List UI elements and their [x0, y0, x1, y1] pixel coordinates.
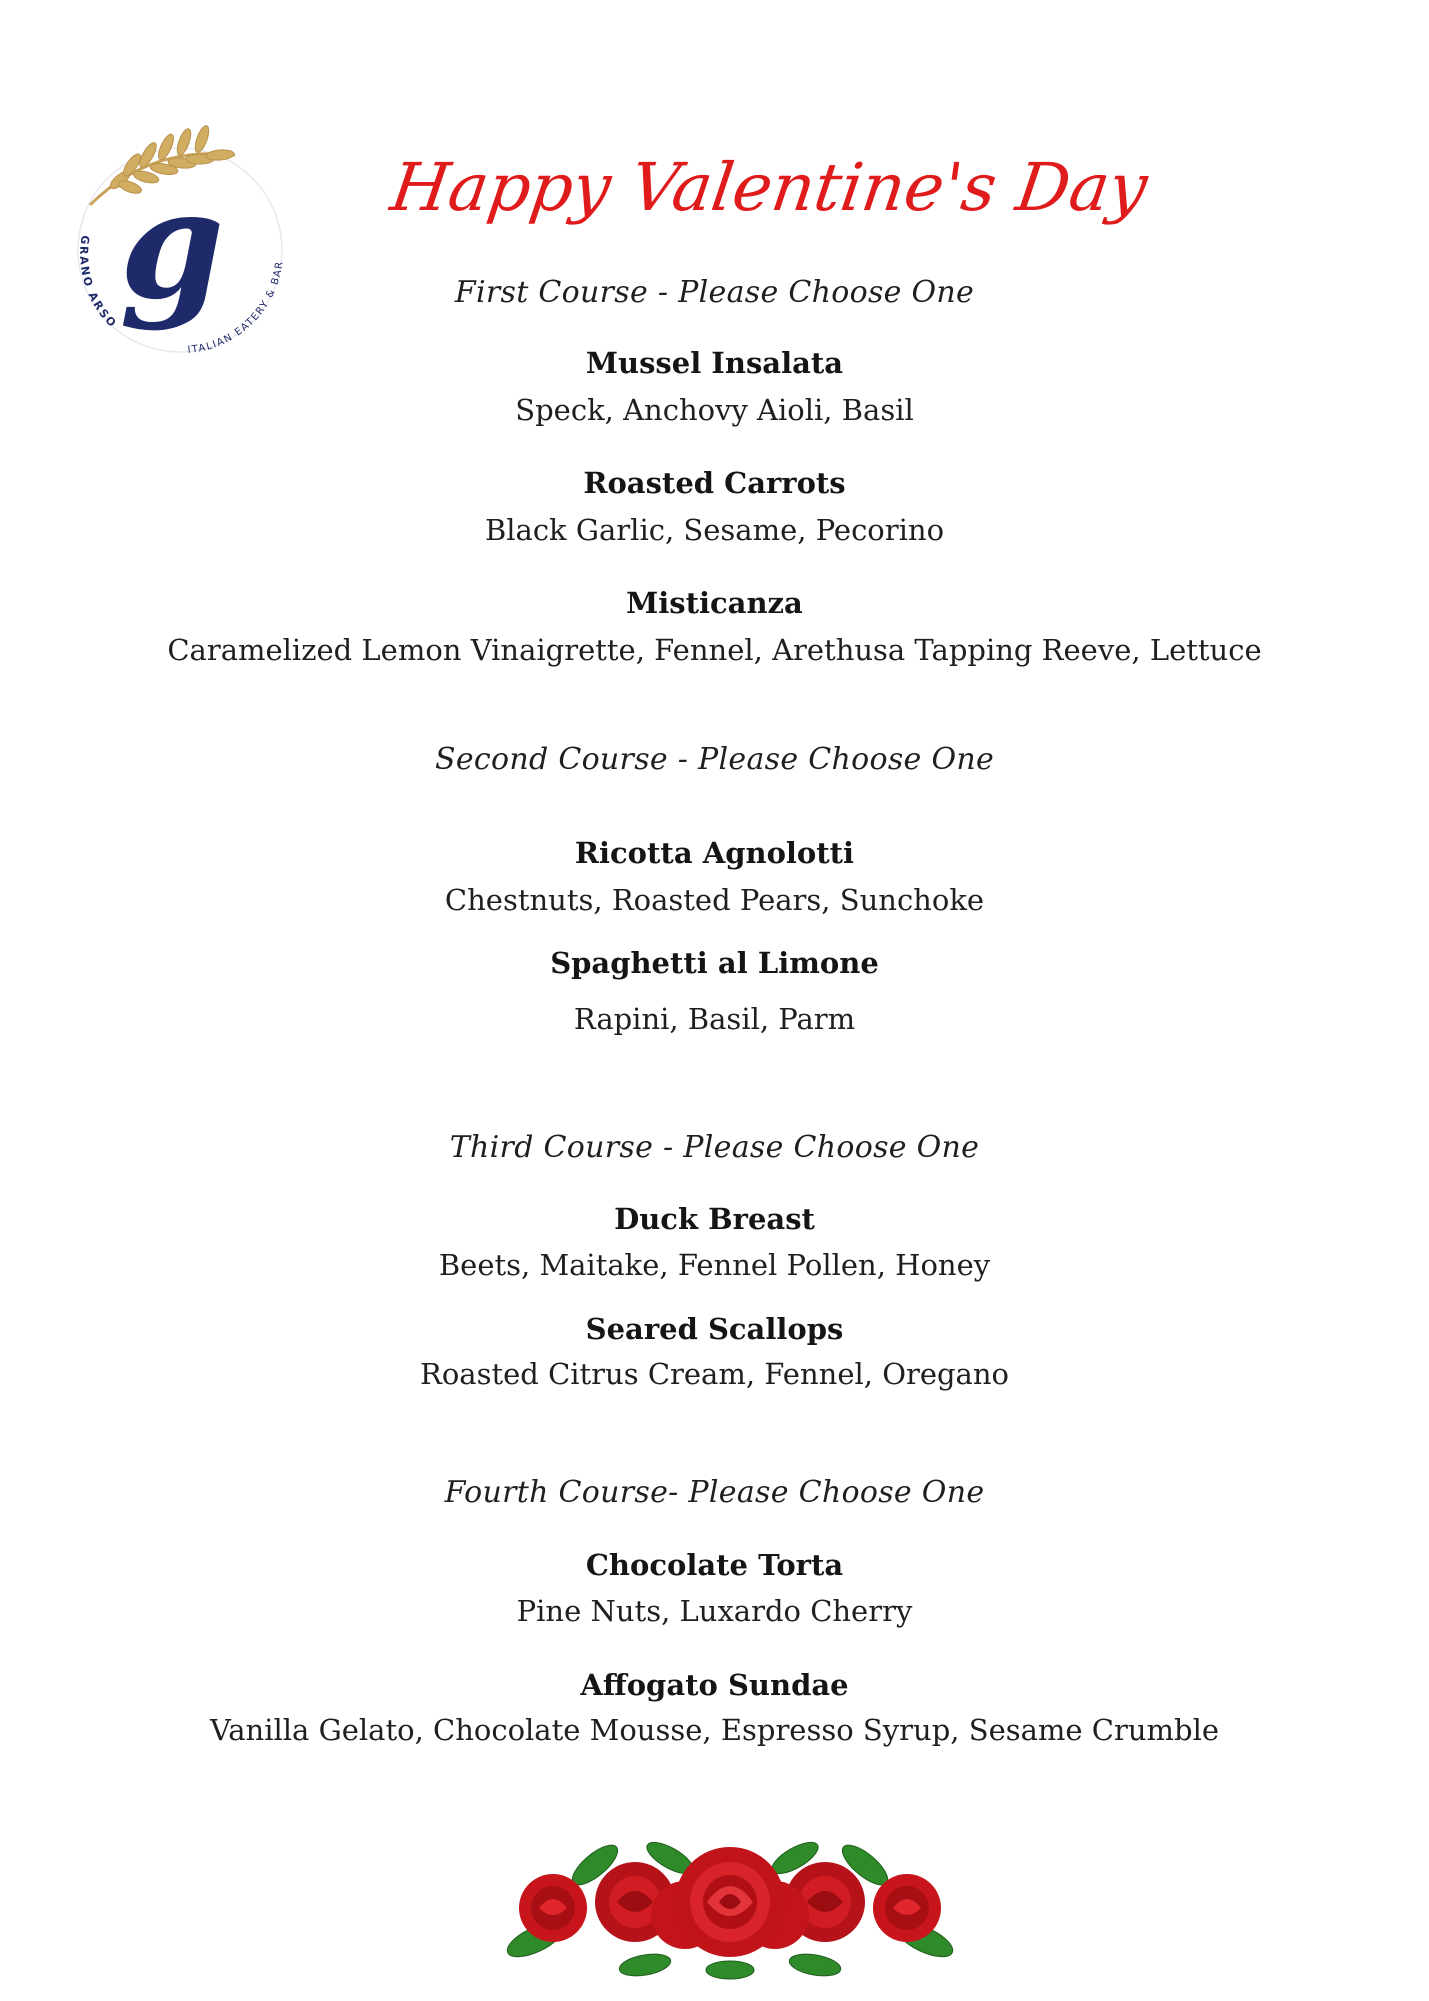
dish-name: Chocolate Torta	[585, 1548, 844, 1582]
dish-name: Mussel Insalata	[585, 346, 844, 380]
dish-name: Spaghetti al Limone	[550, 946, 879, 980]
dish-name: Duck Breast	[614, 1202, 815, 1236]
dish-name: Affogato Sundae	[580, 1668, 849, 1702]
roses-decoration-icon	[495, 1830, 965, 1980]
logo-letter: g	[119, 157, 225, 333]
logo-arc-left: GRANO ARSO	[77, 234, 120, 331]
dish-name: Seared Scallops	[585, 1312, 844, 1346]
dish-description: Pine Nuts, Luxardo Cherry	[516, 1594, 913, 1628]
logo-arc-right: ITALIAN EATERY & BAR	[187, 259, 286, 357]
dish-description: Vanilla Gelato, Chocolate Mousse, Espresso Syrup, Sesame Crumble	[209, 1713, 1220, 1747]
dish-description: Speck, Anchovy Aioli, Basil	[515, 393, 914, 427]
course-heading-first: First Course - Please Choose One	[454, 275, 975, 310]
course-heading-third: Third Course - Please Choose One	[449, 1130, 980, 1165]
course-heading-fourth: Fourth Course- Please Choose One	[444, 1475, 985, 1510]
dish-description: Chestnuts, Roasted Pears, Sunchoke	[444, 883, 985, 917]
dish-name: Misticanza	[626, 586, 803, 620]
grano-arso-logo	[60, 125, 300, 375]
dish-description: Beets, Maitake, Fennel Pollen, Honey	[438, 1248, 991, 1282]
dish-description: Roasted Citrus Cream, Fennel, Oregano	[420, 1357, 1009, 1391]
course-heading-second: Second Course - Please Choose One	[434, 742, 995, 777]
dish-name: Roasted Carrots	[583, 466, 846, 500]
page-title: Happy Valentine's Day	[386, 148, 1153, 226]
dish-description: Caramelized Lemon Vinaigrette, Fennel, Arethusa Tapping Reeve, Lettuce	[167, 633, 1262, 667]
title-banner	[370, 128, 1153, 258]
dish-description: Rapini, Basil, Parm	[573, 1002, 856, 1036]
dish-description: Black Garlic, Sesame, Pecorino	[484, 513, 945, 547]
dish-name: Ricotta Agnolotti	[574, 836, 855, 870]
